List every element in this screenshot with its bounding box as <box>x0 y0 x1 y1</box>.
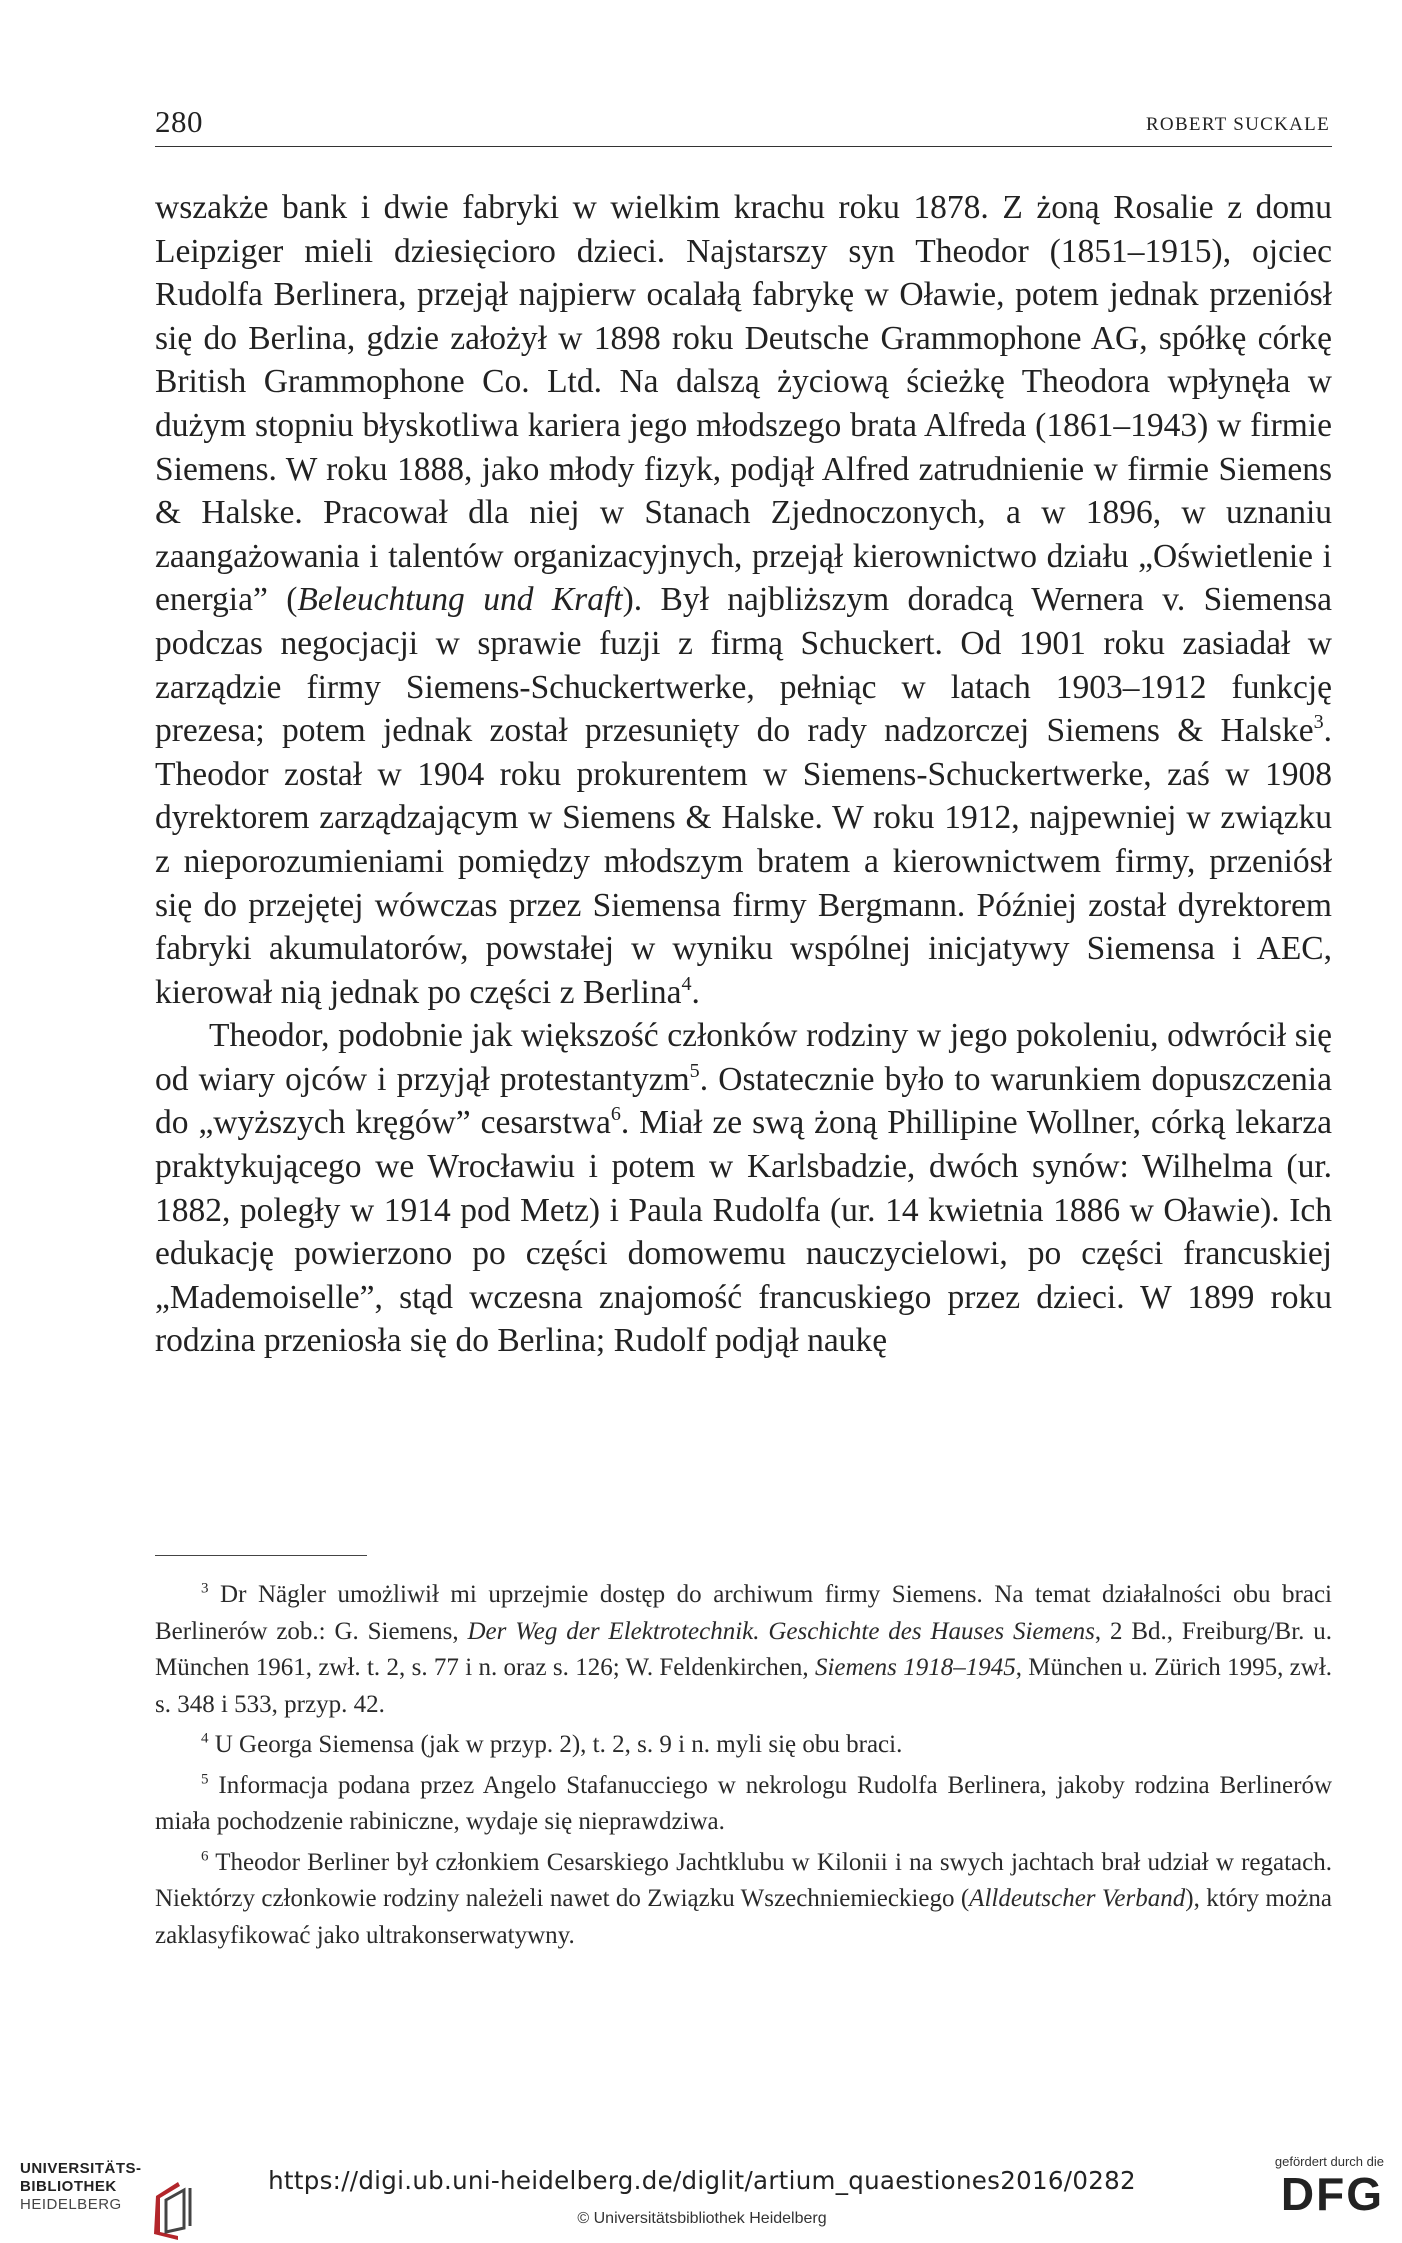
text-run: Informacja podana przez Angelo Stafanucciego w nekrologu Rudolfa Berlinera, jakoby rodzina Berlinerów miała pochodzenie rabiniczne, wydaje się nieprawdziwa. <box>155 1771 1332 1835</box>
text-run: . Miał ze swą żoną Phillipine Wollner, córką lekarza praktykującego we Wrocławiu i potem w Karlsbadzie, dwóch synów: Wilhelma (ur. 1882, poległy w 1914 pod Metz) i Paula Rudolfa (ur. 14 kwietnia 1886 w Oławie). Ich edukację powierzono po części domowemu nauczycielowi, po części francuskiej „Mademoiselle”, stąd wczesna znajomość francuskiego przez dzieci. W 1899 roku rodzina przeniosła się do Berlina; Rudolf podjął naukę <box>155 1104 1333 1360</box>
library-emblem-icon <box>150 2176 208 2240</box>
footnote-ref[interactable]: 3 <box>1313 711 1324 734</box>
italic-title: Der Weg der Elektrotechnik. Geschichte des Hauses Siemens <box>467 1617 1095 1645</box>
copyright-notice: © Universitätsbibliothek Heidelberg <box>577 2210 827 2227</box>
running-head-author: ROBERT SUCKALE <box>1145 114 1330 135</box>
library-name-line: HEIDELBERG <box>20 2196 122 2213</box>
library-logo[interactable] <box>20 2160 142 2214</box>
digitization-footer <box>0 2130 1402 2243</box>
footnote <box>155 1727 1332 1764</box>
text-run: . Ostatecznie było to warunkiem dopuszczenia do „wyższych kręgów” cesarstwa <box>155 1060 1332 1142</box>
text-run: wszakże bank i dwie fabryki w wielkim krachu roku 1878. Z żoną Rosalie z domu Leipziger mieli dziesięcioro dzieci. Najstarszy syn Theodor (1851–1915), ojciec Rudolfa Berlinera, przejął najpierw ocalałą fabrykę w Oławie, potem jednak przeniósł się do Berlina, gdzie założył w 1898 roku Deutsche Grammophone AG, spółkę córkę British Grammophone Co. Ltd. Na dalszą życiową ścieżkę Theodora wpłynęła w dużym stopniu błyskotliwa kariera jego młodszego brata Alfreda (1861–1943) w firmie Siemens. W roku 1888, jako młody fizyk, podjął Alfred zatrudnienie w firmie Siemens & Halske. Pracował dla niej w Stanach Zjednoczonych, a w 1896, w uznaniu zaangażowania i talentów organizacyjnych, przejął kierownictwo działu „Oświetlenie i energia” ( <box>155 189 1332 619</box>
running-head <box>155 100 1332 147</box>
footnote-ref[interactable]: 5 <box>689 1059 700 1082</box>
footnote <box>155 1768 1332 1841</box>
italic-term: Alldeutscher Verband <box>969 1885 1186 1912</box>
footnote-ref[interactable]: 6 <box>610 1103 621 1126</box>
text-run: . <box>691 973 700 1011</box>
footnote-number: 6 <box>201 1847 209 1864</box>
source-url-link[interactable]: https://digi.ub.uni-heidelberg.de/diglit/artium_quaestiones2016/0282 <box>268 2166 1136 2195</box>
footnote <box>155 1845 1332 1955</box>
footnote-number: 3 <box>201 1580 209 1597</box>
footnote-ref[interactable]: 4 <box>681 972 692 995</box>
text-run: . Theodor został w 1904 roku prokurentem w Siemens-Schuckertwerke, zaś w 1908 dyrektorem zarządzającym w Siemens & Halske. W roku 1912, najpewniej w związku z nieporozumieniami pomiędzy młodszym bratem a kierownictwem firmy, przeniósł się do przejętej wówczas przez Siemensa firmy Bergmann. Później został dyrektorem fabryki akumulatorów, powstałej w wyniku wspólnej inicjatywy Siemensa i AEC, kierował nią jednak po części z Berlina <box>155 712 1332 1011</box>
footnote <box>155 1577 1332 1723</box>
page-number: 280 <box>155 104 203 139</box>
main-text <box>155 186 1332 1363</box>
paragraph <box>155 1014 1332 1363</box>
funder-tagline: gefördert durch die <box>1274 2154 1384 2169</box>
funder-logo[interactable] <box>1244 2154 1384 2219</box>
footnote-number: 5 <box>201 1770 209 1787</box>
italic-term: Beleuchtung und Kraft <box>297 581 623 619</box>
footnotes <box>155 1577 1332 1958</box>
text-run: ). Był najbliższym doradcą Wernera v. Siemensa podczas negocjacji w sprawie fuzji z firmą Schuckert. Od 1901 roku zasiadał w zarządzie firmy Siemens-Schuckertwerke, pełniąc w latach 1903–1912 funkcję prezesa; potem jednak został przesunięty do rady nadzorczej Siemens & Halske <box>155 581 1332 750</box>
text-run: , München u. Zürich 1995, zwł. s. 348 i 533, przyp. 42. <box>155 1654 1333 1718</box>
italic-title: Siemens 1918–1945 <box>814 1654 1016 1681</box>
text-run: U Georga Siemensa (jak w przyp. 2), t. 2, s. 9 i n. myli się obu braci. <box>208 1731 903 1758</box>
footnote-number: 4 <box>201 1730 209 1747</box>
text-run: Dr Nägler umożliwił mi uprzejmie dostęp do archiwum firmy Siemens. Na temat działalności obu braci Berlinerów zob.: G. Siemens, <box>155 1581 1332 1645</box>
text-run: ), który można zaklasyfikować jako ultrakonserwatywny. <box>155 1885 1333 1949</box>
text-run: Theodor Berliner był członkiem Cesarskiego Jachtklubu w Kilonii i na swych jachtach brał udział w regatach. Niektórzy członkowie rodziny należeli nawet do Związku Wszechniemieckiego ( <box>155 1848 1332 1912</box>
paragraph <box>155 186 1332 1014</box>
text-run: , 2 Bd., Freiburg/Br. u. München 1961, zwł. t. 2, s. 77 i n. oraz s. 126; W. Feldenkirchen, <box>155 1617 1333 1681</box>
footnote-divider <box>155 1555 367 1556</box>
text-run: Theodor, podobnie jak większość członków rodziny w jego pokoleniu, odwrócił się od wiary ojców i przyjął protestantyzm <box>155 1017 1332 1098</box>
library-name-line: BIBLIOTHEK <box>20 2178 117 2195</box>
library-name-line: UNIVERSITÄTS- <box>20 2160 142 2177</box>
dfg-logo-text: DFG <box>1280 2168 1384 2220</box>
